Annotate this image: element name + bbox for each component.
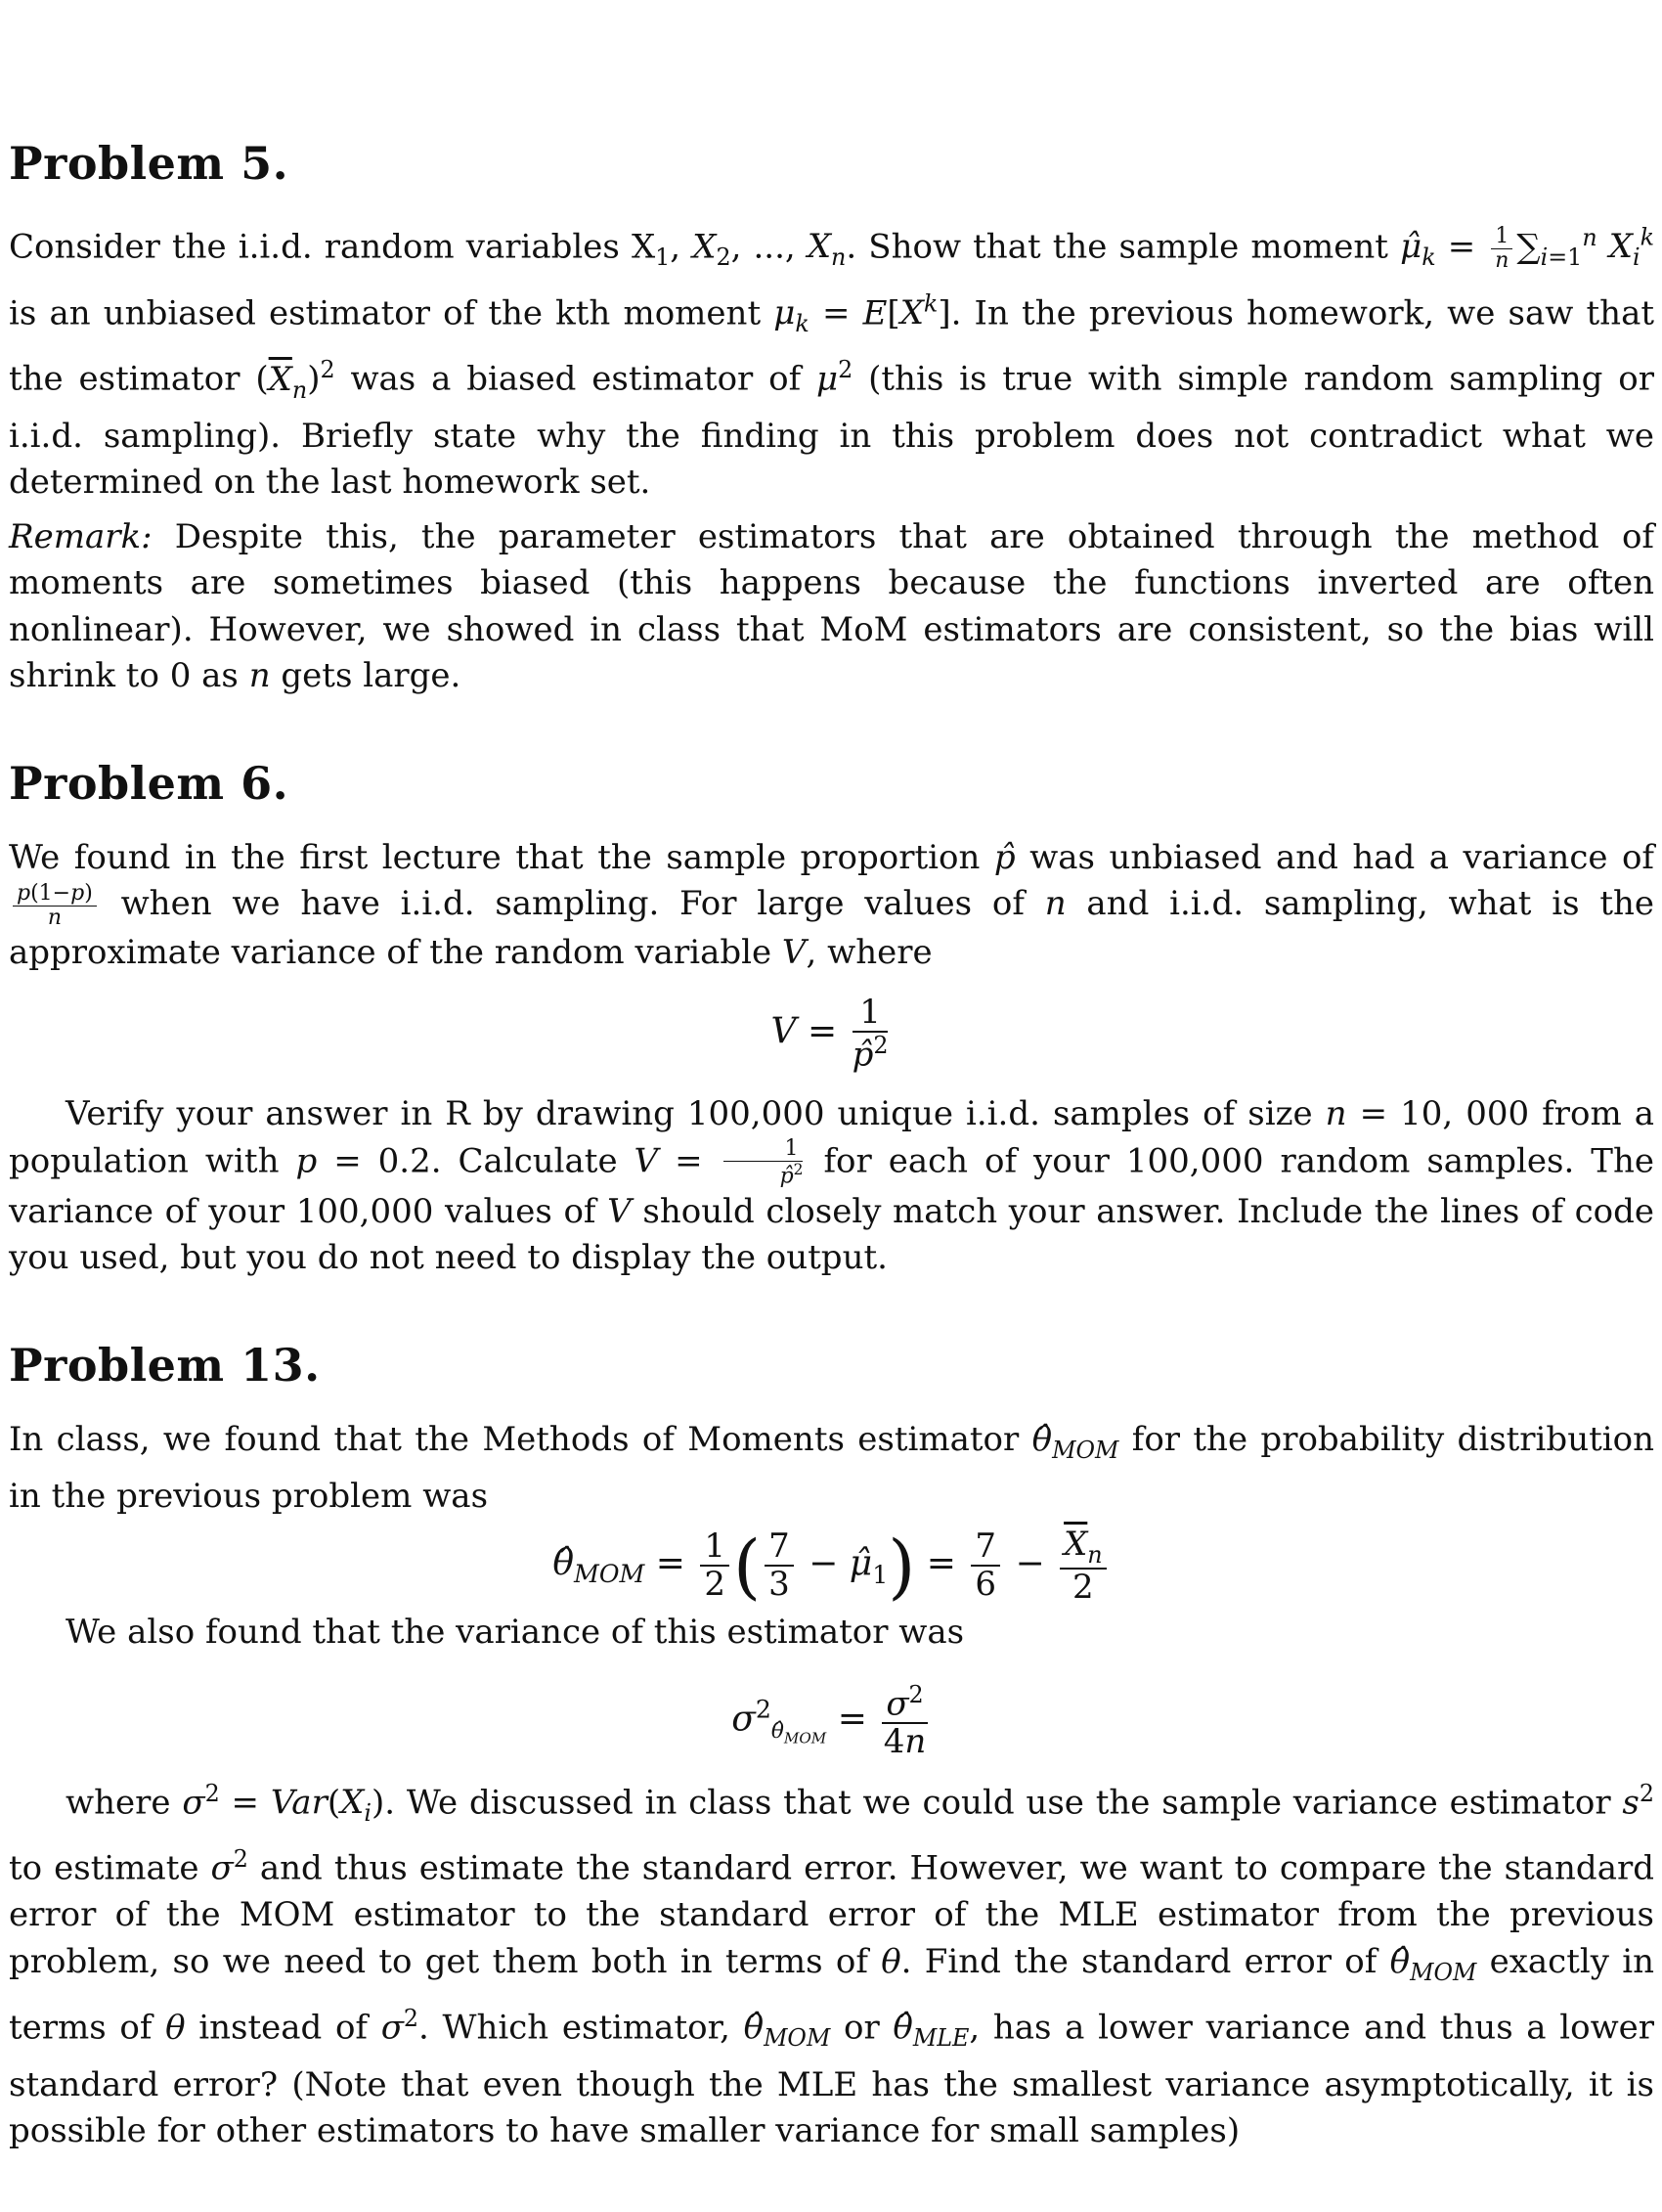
document-page (9, 137, 1654, 2212)
problem-5-remark: Remark: Despite this, the parameter estimators that are obtained through the method of moments are sometimes biased (this happens because the functions inverted are often nonlinear). However, we showed in class that MoM estimators are consistent, so the bias will shrink to 0 as n gets large. (9, 516, 1654, 696)
problem-6-section (9, 757, 1654, 1282)
problem-5-body: Consider the i.i.d. random variables $X_1$, $X_2$, ..., $X_n$. Show that the sample moment $\mû_k$ = $\frac{1}{n}$ $\sum_{i=1}^n$ $X_i^k$ is an unbiased estimator of the kth moment $\mu_k = E[X^k]$. In the previous homework, we saw that the estimator $(\overline{X}_n)^2$ was a biased estimator of $\mu^2$ (this is true with simple random sampling or i.i.d. sampling). Briefly state why the finding in this problem does not contradict what we determined on the last homework set. (9, 223, 1655, 503)
problem-13-section (9, 1339, 1654, 2155)
problem-5-title: Problem 5. (9, 137, 289, 190)
problem-13-where: where $\sigma^2 = Var(X_i)$. We discussed in class that we could use the sample variance estimator $s^2$ to estimate $\sigma^2$ and thus estimate the standard error. However, we want to compare the standard error of the MOM estimator to the standard error of the MLE estimator from the previous problem, so we need to get them both in terms of θ. Find the standard error of $\thetâ_{MOM}$ exactly in terms of θ instead of $\sigma^2$. Which estimator, $\thetâ_{MOM}$ or $\thetâ_{MLE}$, has a lower variance and thus a lower standard error? (Note that even though the MLE has the smallest variance asymptotically, it is possible for other estimators to have smaller variance for small samples) (9, 1779, 1655, 2151)
equation-v: V = $\frac{1}{p̂^2}$ (770, 992, 889, 1075)
problem-6-body: We found in the first lecture that the sample proportion p̂ was unbiased and had a variance of $\frac{p(1-p)}{n}$ when we have i.i.d. sampling. For large values of n and i.i.d. sampling, what is the approximate variance of the random variable V, where (9, 837, 1655, 973)
problem-6-title: Problem 6. (9, 756, 289, 810)
problem-5-section (9, 137, 1654, 700)
problem-13-body: In class, we found that the Methods of Moments estimator $\thetâ_{MOM}$ for the probability distribution in the previous problem was (9, 1419, 1654, 1517)
equation-theta-mom: $\thetâ_{MOM}$ = $\frac{1}{2}$ ( $\frac{7}{3}$ − $\mû_1$) = $\frac{7}{6}$ − $\frac{\overline{X}_n}{2}$ (9, 1526, 1654, 1606)
problem-13-title: Problem 13. (9, 1338, 321, 1392)
problem-6-verify: Verify your answer in R by drawing 100,000 unique i.i.d. samples of size n = 10, 000 from a population with p = 0.2. Calculate V = $\frac{1}{p̂^2}$ for each of your 100,000 random samples. The variance of your 100,000 values of V should closely match your answer. Include the lines of code you used, but you do not need to display the output. (9, 1093, 1655, 1278)
equation-variance: $\sigma^2_{\thetâ_{MOM}}$ = $\frac{\sigma^2}{4n}$ (731, 1680, 927, 1762)
problem-13-mid: We also found that the variance of this estimator was (66, 1613, 965, 1653)
